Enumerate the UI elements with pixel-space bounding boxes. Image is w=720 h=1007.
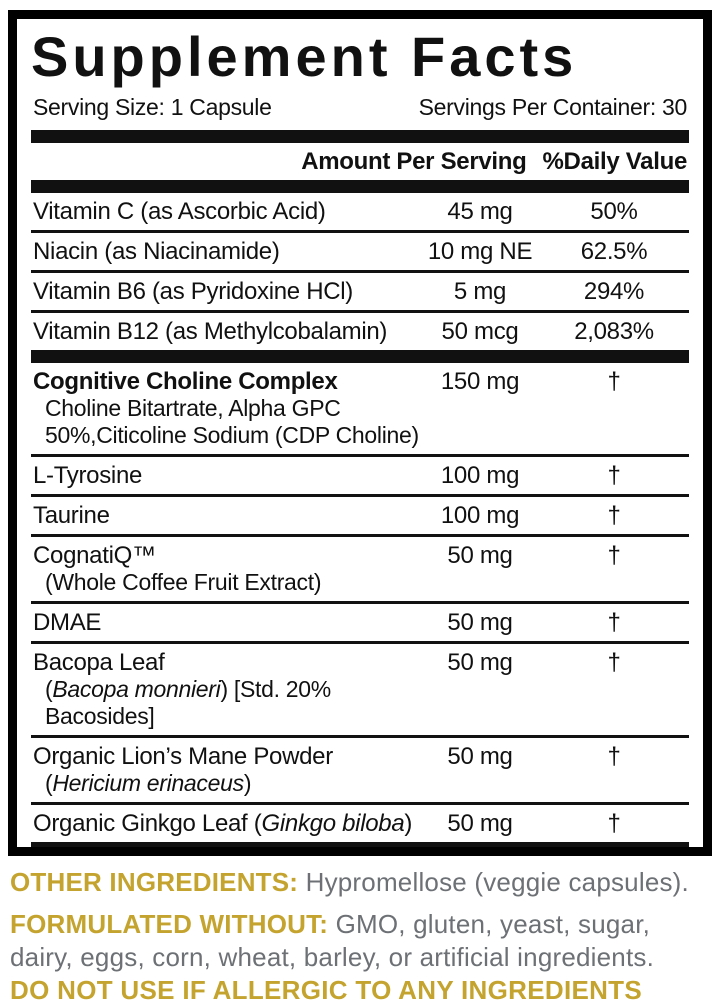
- daily-value: †: [607, 368, 621, 395]
- facts-rows: [31, 193, 689, 842]
- serving-info-row: [33, 93, 687, 121]
- formulated-without-text: GMO, gluten, yeast, sugar, dairy, eggs, corn, wheat, barley, or artificial ingredients.: [10, 909, 654, 972]
- other-ingredients-text: Hypromellose (veggie capsules).: [298, 867, 689, 897]
- daily-value: 2,083%: [574, 318, 654, 345]
- ingredient-name: Taurine: [33, 502, 110, 529]
- table-row: [31, 601, 689, 641]
- ingredient-subline: (Hericium erinaceus): [45, 770, 252, 796]
- thick-divider: [31, 180, 689, 193]
- daily-value: 294%: [583, 278, 645, 305]
- table-row: [31, 193, 689, 230]
- ingredient-subline: (Bacopa monnieri) [Std. 20% Bacosides]: [45, 676, 331, 729]
- other-ingredients-line: [10, 866, 710, 899]
- column-header-daily-value: %Daily Value: [542, 148, 687, 175]
- table-row: [31, 735, 689, 802]
- table-row: [31, 534, 689, 601]
- amount-per-serving: 10 mg NE: [427, 238, 533, 265]
- supplement-facts-panel: [8, 10, 712, 856]
- ingredient-subline: 50%,Citicoline Sodium (CDP Choline): [45, 422, 419, 448]
- other-ingredients-label: OTHER INGREDIENTS:: [10, 867, 299, 897]
- panel-title: Supplement Facts: [31, 25, 578, 88]
- table-row: [31, 310, 689, 350]
- table-row: [31, 641, 689, 735]
- ingredient-name: Organic Ginkgo Leaf (Ginkgo biloba): [33, 810, 413, 837]
- daily-value: 50%: [590, 198, 638, 225]
- amount-per-serving: 50 mcg: [441, 318, 519, 345]
- table-row: [31, 363, 689, 454]
- table-row: [31, 270, 689, 310]
- amount-per-serving: 50 mg: [447, 649, 513, 676]
- column-header-amount: Amount Per Serving: [301, 148, 527, 175]
- amount-per-serving: 50 mg: [447, 810, 513, 837]
- daily-value: †: [607, 542, 621, 569]
- ingredient-name: Bacopa Leaf (Bacopa monnieri) [Std. 20% Bacosides]: [33, 650, 421, 730]
- daily-value: †: [607, 743, 621, 770]
- ingredient-name: Vitamin B6 (as Pyridoxine HCl): [33, 278, 354, 305]
- allergy-warning: DO NOT USE IF ALLERGIC TO ANY INGREDIENTS: [10, 975, 643, 1005]
- amount-per-serving: 45 mg: [447, 198, 513, 225]
- formulated-without-label: FORMULATED WITHOUT:: [10, 909, 329, 939]
- ingredient-name: Vitamin C (as Ascorbic Acid): [33, 198, 326, 225]
- table-row: [31, 802, 689, 842]
- amount-per-serving: 50 mg: [447, 609, 513, 636]
- formulated-without-line: [10, 908, 710, 974]
- daily-value: †: [607, 810, 621, 837]
- table-row: [31, 494, 689, 534]
- thick-divider: [31, 842, 689, 855]
- daily-value: †: [607, 649, 621, 676]
- ingredient-name: Cognitive Choline Complex Choline Bitartrate, Alpha GPC 50%,Citicoline Sodium (CDP Choline): [33, 369, 421, 449]
- daily-value: †: [607, 609, 621, 636]
- ingredient-name: Organic Lion’s Mane Powder (Hericium erinaceus): [33, 744, 421, 797]
- amount-per-serving: 150 mg: [440, 368, 520, 395]
- label-footer: [10, 866, 710, 1007]
- daily-value: 62.5%: [580, 238, 648, 265]
- table-row: [31, 454, 689, 494]
- ingredient-name: DMAE: [33, 609, 102, 636]
- ingredient-name: Niacin (as Niacinamide): [33, 238, 280, 265]
- daily-value: †: [607, 502, 621, 529]
- amount-per-serving: 5 mg: [453, 278, 507, 305]
- ingredient-name: CognatiQ™ (Whole Coffee Fruit Extract): [33, 543, 421, 596]
- servings-per-container: Servings Per Container: 30: [418, 94, 687, 120]
- amount-per-serving: 100 mg: [440, 462, 520, 489]
- ingredient-name: Vitamin B12 (as Methylcobalamin): [33, 318, 388, 345]
- thick-divider: [31, 350, 689, 363]
- daily-value: †: [607, 462, 621, 489]
- column-header-row: [31, 143, 689, 180]
- amount-per-serving: 100 mg: [440, 502, 520, 529]
- ingredient-subline: Choline Bitartrate, Alpha GPC: [45, 395, 341, 421]
- amount-per-serving: 50 mg: [447, 743, 513, 770]
- thick-divider: [31, 130, 689, 143]
- daily-value-footnote: [31, 855, 689, 856]
- serving-size: Serving Size: 1 Capsule: [33, 94, 272, 120]
- ingredient-subline: (Whole Coffee Fruit Extract): [45, 569, 322, 595]
- ingredient-name: L-Tyrosine: [33, 462, 143, 489]
- table-row: [31, 230, 689, 270]
- amount-per-serving: 50 mg: [447, 542, 513, 569]
